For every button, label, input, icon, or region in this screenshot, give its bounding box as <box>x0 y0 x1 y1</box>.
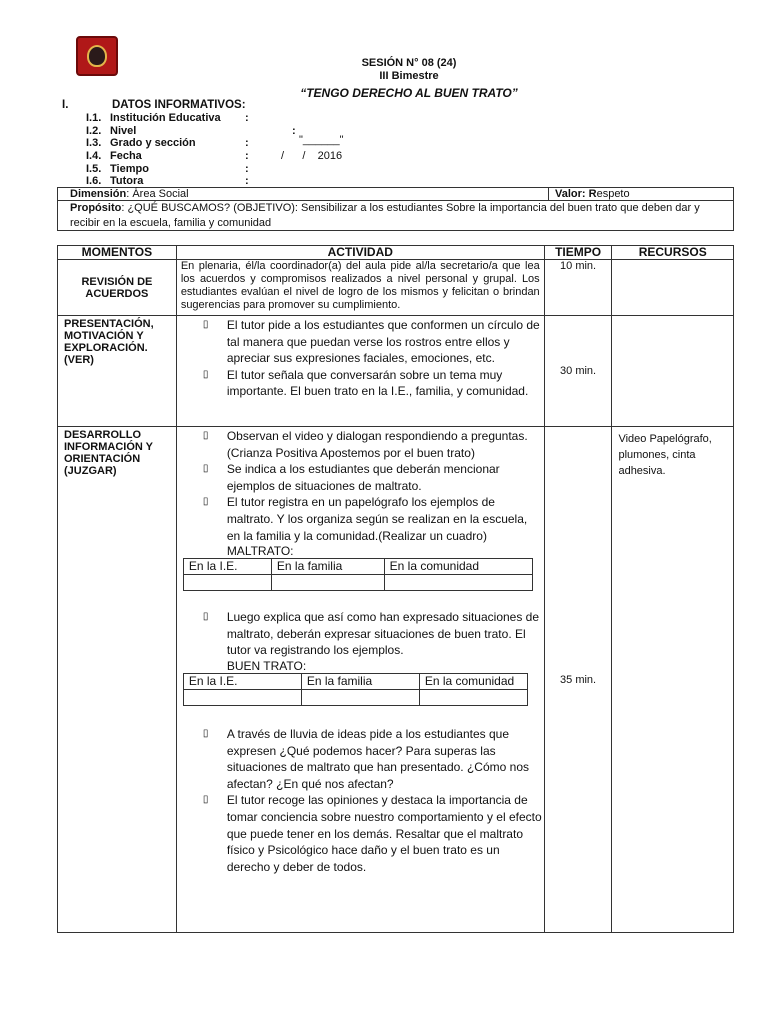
tiempo-presentacion: 30 min. <box>544 316 612 427</box>
bullets-desarrollo-c <box>177 726 544 875</box>
bullet-icon: ▯ <box>202 430 209 441</box>
dimension-row <box>57 187 734 201</box>
list-item-text: Observan el video y dialogan respondiendo a preguntas. (Crianza Positiva Apostemos por el buen trato) <box>226 429 528 460</box>
section-number: I. <box>62 99 69 111</box>
info-row-colon: : <box>245 137 249 149</box>
list-item-text: El tutor registra en un papelógrafo los ejemplos de maltrato. Y los organiza según se realizan en la escuela, en la familia y la comunidad.(Realizar un cuadro) <box>226 495 528 543</box>
maltrato-table <box>183 558 533 591</box>
actividad-revision: En plenaria, él/la coordinador(a) del aula pide al/la secretario/a que lea los acuerdos y compromisos realizados a nivel personal y grupal. Los estudiantes evalúan el nivel de logro de los mismos y felicitan o brindan sugerencias para promover su cumplimiento. <box>176 260 544 316</box>
list-item <box>177 609 544 659</box>
buen-trato-cell <box>301 689 419 705</box>
maltrato-cell <box>271 575 384 591</box>
maltrato-col-familia: En la familia <box>271 559 384 575</box>
maltrato-label: MALTRATO: <box>226 544 294 559</box>
maltrato-cell <box>183 575 271 591</box>
momento-desarrollo: DESARROLLO INFORMACIÓN Y ORIENTACIÓN (JUZGAR) <box>58 427 177 933</box>
buen-trato-col-familia: En la familia <box>301 673 419 689</box>
section-title: DATOS INFORMATIVOS: <box>112 99 246 111</box>
header-momentos: MOMENTOS <box>58 246 177 260</box>
buen-trato-col-comunidad: En la comunidad <box>419 673 527 689</box>
list-item-text: El tutor pide a los estudiantes que conformen un círculo de tal manera que puedan verse los rostros entre ellos y apreciar sus expresiones faciales, emociones, etc. <box>226 318 540 366</box>
info-row-label: Fecha <box>110 150 142 162</box>
list-item-text: Luego explica que así como han expresado situaciones de maltrato, deberán expresar situaciones de buen trato. El tutor va registrando los ejemplos. <box>226 610 540 658</box>
buen-trato-cell <box>419 689 527 705</box>
header-tiempo: TIEMPO <box>544 246 612 260</box>
info-row-colon: : <box>245 112 249 124</box>
bullets-presentacion <box>177 317 544 400</box>
list-item <box>177 494 544 544</box>
session-title: “TENGO DERECHO AL BUEN TRATO” <box>300 86 518 100</box>
info-row-colon: : <box>245 175 249 187</box>
session-table <box>57 245 734 933</box>
maltrato-cell <box>384 575 532 591</box>
info-row <box>86 137 250 150</box>
buen-trato-cell <box>183 689 301 705</box>
info-row-number: I.3. <box>86 137 102 149</box>
session-number: SESIÓN N° 08 (24) <box>361 57 457 69</box>
proposito-row <box>57 200 734 231</box>
list-item <box>177 317 544 367</box>
info-row-label: Institución Educativa <box>110 112 221 124</box>
info-row-value: "______" <box>299 134 344 146</box>
list-item <box>177 726 544 792</box>
info-row-number: I.5. <box>86 163 102 175</box>
proposito-label: Propósito <box>70 202 122 214</box>
bullet-icon: ▯ <box>202 319 209 330</box>
list-item <box>177 792 544 875</box>
info-row-value: / / 2016 <box>281 150 343 162</box>
info-row-number: I.6. <box>86 175 102 187</box>
info-row-number: I.4. <box>86 150 102 162</box>
list-item-text: Se indica a los estudiantes que deberán mencionar ejemplos de situaciones de maltrato. <box>226 462 500 493</box>
info-row-label: Grado y sección <box>110 137 196 149</box>
info-row-colon: : <box>245 163 249 175</box>
list-item-text: A través de lluvia de ideas pide a los estudiantes que expresen ¿Qué podemos hacer? Para superas las situaciones de maltrato que han presentado. ¿Cómo nos afectan? ¿En qué nos afectan? <box>226 726 529 791</box>
list-item <box>177 367 544 400</box>
bullet-icon: ▯ <box>202 368 209 380</box>
info-row-colon: : <box>245 150 249 162</box>
info-row <box>86 150 250 163</box>
tiempo-desarrollo: 35 min. <box>544 427 612 933</box>
header-actividad: ACTIVIDAD <box>176 246 544 260</box>
bullets-desarrollo-a <box>177 428 544 544</box>
bullet-icon: ▯ <box>202 794 209 806</box>
info-row-label: Tutora <box>110 175 144 187</box>
valor-value: espeto <box>596 188 630 200</box>
recursos-desarrollo: Video Papelógrafo, plumones, cinta adhesiva. <box>612 427 734 933</box>
maltrato-col-ie: En la I.E. <box>183 559 271 575</box>
recursos-presentacion <box>612 316 734 427</box>
momento-revision: REVISIÓN DE ACUERDOS <box>58 260 177 316</box>
recursos-revision <box>612 260 734 316</box>
bimester: III Bimestre <box>379 70 439 82</box>
bullet-icon: ▯ <box>202 463 209 475</box>
header-recursos: RECURSOS <box>612 246 734 260</box>
buen-trato-label: BUEN TRATO: <box>226 658 307 673</box>
buen-trato-table <box>183 673 528 706</box>
bullet-icon: ▯ <box>202 611 209 623</box>
info-row-number: I.2. <box>86 125 102 137</box>
buen-trato-col-ie: En la I.E. <box>183 673 301 689</box>
momento-presentacion: PRESENTACIÓN, MOTIVACIÓN Y EXPLORACIÓN. (VER) <box>58 316 177 427</box>
list-item-text: El tutor recoge las opiniones y destaca la importancia de tomar conciencia sobre nuestro comportamiento y el efecto que puede tener en los demás. Resaltar que el maltrato físico y Psicológico hace daño y el buen trato es un derecho y deber de todos. <box>226 793 542 874</box>
bullet-icon: ▯ <box>202 496 209 508</box>
info-row-label: Tiempo <box>110 163 149 175</box>
bullets-desarrollo-b <box>177 609 544 659</box>
list-item-text: El tutor señala que conversarán sobre un tema muy importante. El buen trato en la I.E., familia, y comunidad. <box>226 367 529 399</box>
dimension-value: : Área Social <box>126 188 189 200</box>
proposito-text: : ¿QUÉ BUSCAMOS? (OBJETIVO): Sensibilizar a los estudiantes Sobre la importancia del buen trato que deben dar y recibir en la escuela, familia y comunidad <box>70 202 700 229</box>
list-item <box>177 428 544 461</box>
list-item <box>177 461 544 494</box>
info-row-colon: : <box>292 125 296 137</box>
info-row-label: Nivel <box>110 125 137 137</box>
maltrato-col-comunidad: En la comunidad <box>384 559 532 575</box>
info-row-number: I.1. <box>86 112 102 124</box>
valor-label: Valor: R <box>555 188 597 200</box>
dimension-label: Dimensión <box>70 188 127 200</box>
info-row <box>86 112 250 125</box>
bullet-icon: ▯ <box>202 727 209 739</box>
tiempo-revision: 10 min. <box>544 260 612 316</box>
